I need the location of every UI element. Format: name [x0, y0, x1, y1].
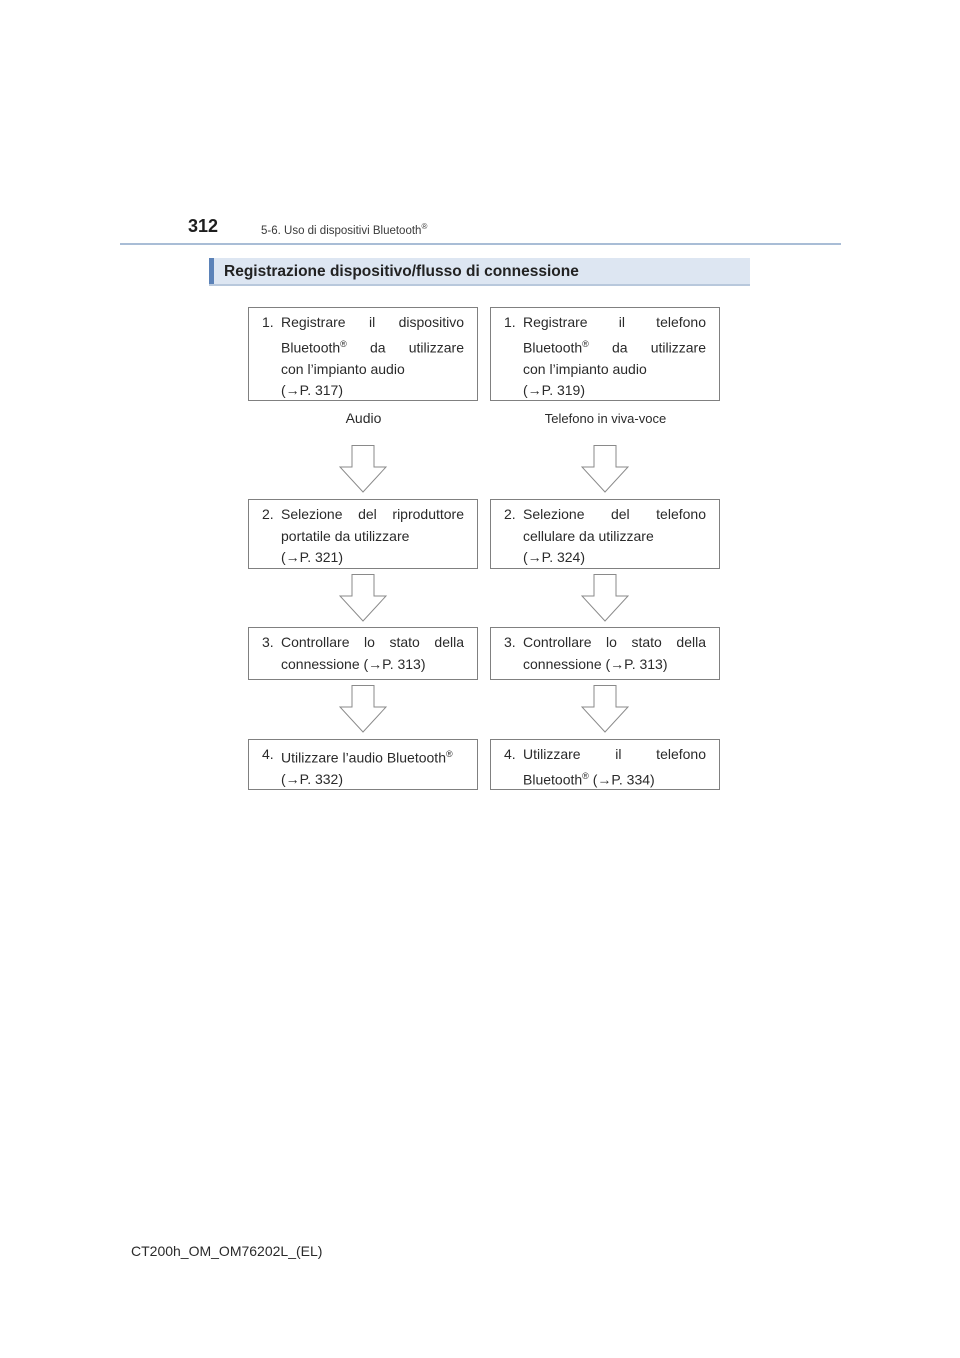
step-text-line: Registrare il telefono [523, 314, 706, 330]
step-number: 3. [262, 634, 274, 650]
breadcrumb-text: 5-6. Uso di dispositivi Bluetooth [261, 224, 422, 237]
phone-column-label: Telefono in viva-voce [544, 411, 667, 426]
phone-step-2-box [490, 499, 720, 569]
phone-step-4-box [490, 739, 720, 790]
audio-column-label: Audio [345, 410, 382, 426]
document-code: CT200h_OM_OM76202L_(EL) [131, 1243, 323, 1259]
step-text-line: con l’impianto audio [281, 360, 405, 377]
down-arrow-icon [339, 685, 387, 733]
audio-step-2-box [248, 499, 478, 569]
section-accent-bar [209, 258, 214, 284]
step-number: 2. [262, 506, 274, 522]
step-text-line: Utilizzare il telefono [523, 746, 706, 762]
audio-step-4-box [248, 739, 478, 790]
step-page-reference: (→P. 332) [281, 771, 343, 788]
step-number: 4. [262, 746, 274, 762]
step-number: 1. [504, 314, 516, 330]
step-text-line: Bluetooth® da utilizzare [281, 338, 464, 356]
down-arrow-icon [339, 574, 387, 622]
down-arrow-icon [581, 685, 629, 733]
step-text-line: Selezione del telefono [523, 506, 706, 522]
registered-mark: ® [421, 222, 428, 231]
step-text-line: Registrare il dispositivo [281, 314, 464, 330]
step-text-line: connessione (→P. 313) [281, 655, 426, 672]
step-text-line: portatile da utilizzare [281, 527, 410, 544]
header-divider [120, 243, 841, 245]
step-page-reference: (→P. 321) [281, 549, 343, 565]
step-text-line: Controllare lo stato della [281, 634, 464, 650]
step-text-line: connessione (→P. 313) [523, 655, 668, 672]
audio-step-3-box [248, 627, 478, 680]
step-number: 1. [262, 314, 274, 330]
step-number: 3. [504, 634, 516, 650]
breadcrumb [261, 222, 427, 237]
step-text-line: Controllare lo stato della [523, 634, 706, 650]
step-page-reference: (→P. 317) [281, 382, 343, 399]
step-text-line: Selezione del riproduttore [281, 506, 464, 522]
phone-step-3-box [490, 627, 720, 680]
section-header [209, 258, 750, 286]
step-text-line: con l’impianto audio [523, 360, 647, 377]
audio-step-1-box [248, 307, 478, 401]
step-page-reference: (→P. 324) [523, 549, 585, 565]
step-text-line: cellulare da utilizzare [523, 527, 654, 544]
step-number: 2. [504, 506, 516, 522]
page-number: 312 [188, 216, 219, 236]
step-text-line: Bluetooth® da utilizzare [523, 338, 706, 356]
phone-step-1-box [490, 307, 720, 401]
down-arrow-icon [339, 445, 387, 493]
step-text-line: Bluetooth® (→P. 334) [523, 770, 655, 788]
down-arrow-icon [581, 574, 629, 622]
step-text-line: Utilizzare l’audio Bluetooth® [281, 749, 453, 766]
section-title: Registrazione dispositivo/flusso di connessione [224, 263, 579, 280]
step-number: 4. [504, 746, 516, 762]
step-page-reference: (→P. 319) [523, 382, 585, 399]
down-arrow-icon [581, 445, 629, 493]
